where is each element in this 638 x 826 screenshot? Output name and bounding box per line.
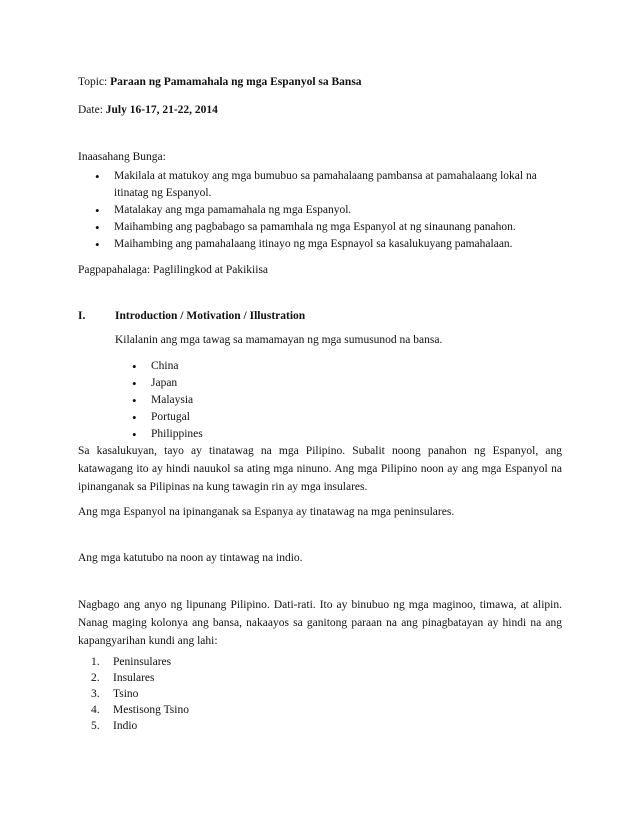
- topic-label: Topic:: [78, 76, 108, 88]
- list-item: [91, 718, 391, 734]
- inaasahang-bunga-heading: Inaasahang Bunga:: [78, 151, 166, 163]
- paragraph-kasalukuyan: Sa kasalukuyan, tayo ay tinatawag na mga Pilipino. Subalit noong panahon ng Espanyol, ang katawagang ito ay hindi nauukol sa ating mga ninuno. Ang mga Pilipino noon ay ang mga Espanyol na ipinanganak sa Pilipinas na kung tawagin rin ay mga insulares.: [78, 445, 562, 493]
- classes-list: [91, 654, 391, 734]
- section-title: Introduction / Motivation / Illustration: [115, 310, 306, 322]
- list-item: • China: [128, 358, 428, 375]
- list-number: 3.: [91, 688, 100, 700]
- topic-value: Paraan ng Pamamahala ng mga Espanyol sa Bansa: [110, 76, 362, 88]
- topic-line: [78, 75, 362, 89]
- list-label: Indio: [113, 720, 138, 732]
- list-item: • Malaysia: [128, 392, 428, 409]
- date-value: July 16-17, 21-22, 2014: [105, 104, 218, 116]
- list-item: • Maihambing ang pagbabago sa pamamhala ng mga Espanyol at ng sinaunang panahon.: [91, 219, 562, 236]
- list-item: • Makilala at matukoy ang mga bumubuo sa pamahalaang pambansa at pamahalaang lokal na itinatag ng Espanyol.: [91, 168, 562, 202]
- section-intro: Kilalanin ang mga tawag sa mamamayan ng mga sumusunod na bansa.: [115, 334, 443, 346]
- list-label: Mestisong Tsino: [113, 704, 189, 716]
- list-number: 2.: [91, 672, 100, 684]
- date-label: Date:: [78, 104, 103, 116]
- paragraph-indio: Ang mga katutubo na noon ay tintawag na indio.: [78, 552, 303, 564]
- list-item: [91, 702, 391, 718]
- list-item: • Maihambing ang pamahalaang itinayo ng mga Espnayol sa kasalukuyang pamahalaan.: [91, 236, 562, 253]
- list-item: [91, 670, 391, 686]
- pagpapahalaga-line: Pagpapahalaga: Paglilingkod at Pakikiisa: [78, 264, 269, 276]
- list-label: Peninsulares: [113, 656, 172, 668]
- list-label: Tsino: [113, 688, 139, 700]
- countries-list: [128, 358, 428, 443]
- list-number: 1.: [91, 656, 100, 668]
- objectives-list: [91, 168, 562, 253]
- list-item: • Matalakay ang mga pamamahala ng mga Espanyol.: [91, 202, 562, 219]
- list-item: [91, 686, 391, 702]
- section-number: I.: [78, 310, 86, 322]
- paragraph-peninsulares: Ang mga Espanyol na ipinanganak sa Espanya ay tinatawag na mga peninsulares.: [78, 506, 455, 518]
- list-item: [91, 654, 391, 670]
- list-number: 5.: [91, 720, 100, 732]
- list-item: • Philippines: [128, 426, 428, 443]
- list-item: • Japan: [128, 375, 428, 392]
- date-line: [78, 103, 218, 117]
- list-number: 4.: [91, 704, 100, 716]
- list-label: Insulares: [113, 672, 155, 684]
- paragraph-lipunan: Nagbago ang anyo ng lipunang Pilipino. Dati-rati. Ito ay binubuo ng mga maginoo, timawa, at alipin. Nanag maging kolonya ang bansa, nakaayos sa ganitong paraan na ang pinagbatayan ay hindi na ang kapangyarihan kundi ang lahi:: [78, 599, 562, 647]
- list-item: • Portugal: [128, 409, 428, 426]
